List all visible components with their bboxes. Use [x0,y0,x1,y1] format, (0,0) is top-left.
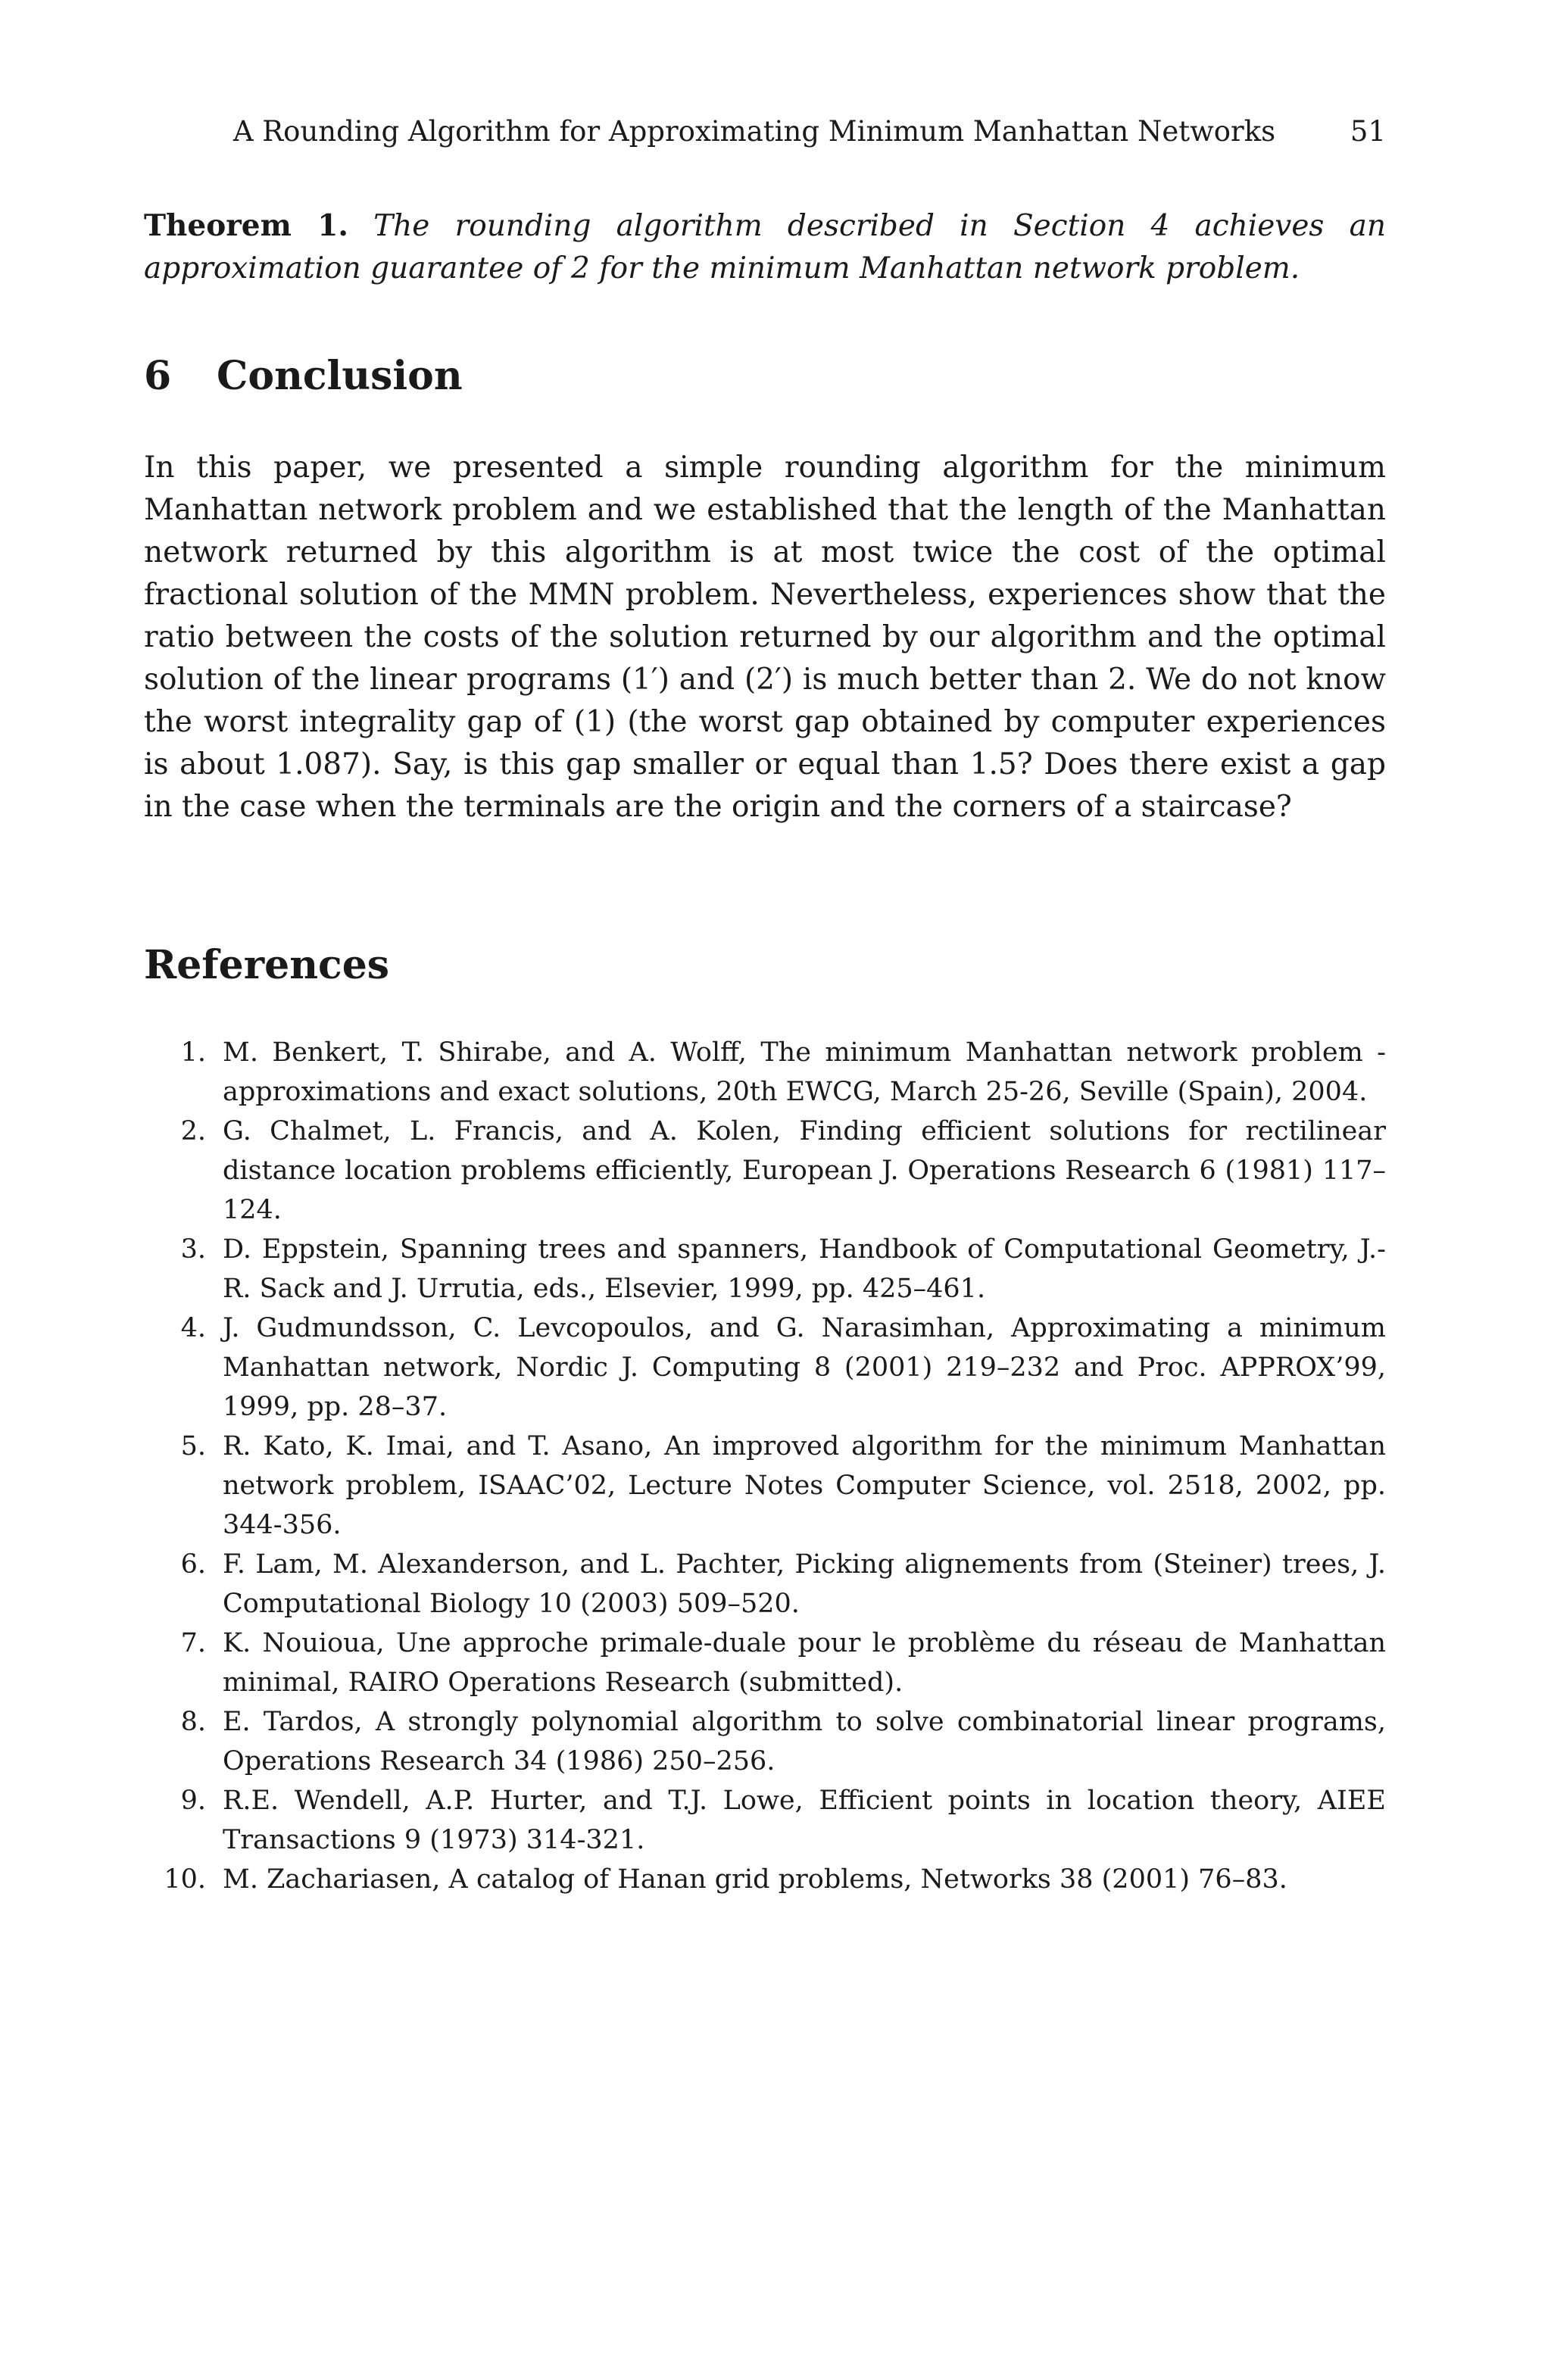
reference-number: 2. [180,1116,206,1146]
reference-item [144,1624,1386,1702]
reference-text: E. Tardos, A strongly polynomial algorithm to solve combinatorial linear programs, Operations Research 34 (1986) 250–256. [223,1707,1386,1776]
reference-text: D. Eppstein, Spanning trees and spanners, Handbook of Computational Geometry, J.-R. Sack and J. Urrutia, eds., Elsevier, 1999, pp. 425–461. [223,1234,1386,1304]
theorem-text: The rounding algorithm described in Section 4 achieves an approximation guarantee of 2 for the minimum Manhattan network problem. [144,209,1387,285]
reference-number: 8. [180,1707,206,1737]
reference-item [144,1112,1386,1230]
conclusion-heading [144,353,463,399]
reference-number: 9. [180,1786,206,1816]
references-list [144,1033,1386,1899]
conclusion-paragraph: In this paper, we presented a simple rounding algorithm for the minimum Manhattan network problem and we established that the length of the Manhattan network returned by this algorithm is at most twice the cost of the optimal fractional solution of the MMN problem. Nevertheless, experiences show that the ratio between the costs of the solution returned by our algorithm and the optimal solution of the linear programs (1′) and (2′) is much better than 2. We do not know the worst integrality gap of (1) (the worst gap obtained by computer experiences is about 1.087). Say, is this gap smaller or equal than 1.5? Does there exist a gap in the case when the terminals are the origin and the corners of a staircase? [144,451,1386,824]
reference-item [144,1702,1386,1781]
reference-text: R. Kato, K. Imai, and T. Asano, An improved algorithm for the minimum Manhattan network problem, ISAAC’02, Lecture Notes Computer Science, vol. 2518, 2002, pp. 344-356. [223,1431,1386,1540]
section-title: Conclusion [217,353,463,399]
theorem-label: Theorem 1. [144,208,348,243]
reference-item [144,1781,1386,1860]
page-number: 51 [1350,115,1386,148]
reference-item [144,1427,1386,1545]
reference-text: K. Nouioua, Une approche primale-duale pour le problème du réseau de Manhattan minimal, RAIRO Operations Research (submitted). [223,1628,1386,1698]
reference-number: 1. [180,1037,206,1068]
reference-number: 6. [180,1549,206,1580]
reference-text: M. Zachariasen, A catalog of Hanan grid problems, Networks 38 (2001) 76–83. [223,1864,1287,1895]
running-header [183,115,1386,148]
reference-text: J. Gudmundsson, C. Levcopoulos, and G. Narasimhan, Approximating a minimum Manhattan network, Nordic J. Computing 8 (2001) 219–232 and Proc. APPROX’99, 1999, pp. 28–37. [223,1313,1386,1422]
reference-item [144,1860,1386,1899]
reference-text: R.E. Wendell, A.P. Hurter, and T.J. Lowe, Efficient points in location theory, AIEE Transactions 9 (1973) 314-321. [223,1786,1386,1855]
reference-number: 7. [180,1628,206,1658]
reference-text: G. Chalmet, L. Francis, and A. Kolen, Finding efficient solutions for rectilinear distance location problems efficiently, European J. Operations Research 6 (1981) 117–124. [223,1116,1386,1225]
reference-text: M. Benkert, T. Shirabe, and A. Wolff, The minimum Manhattan network problem - approximations and exact solutions, 20th EWCG, March 25-26, Seville (Spain), 2004. [223,1037,1386,1107]
references-heading: References [144,942,390,988]
reference-number: 10. [164,1864,206,1895]
reference-item [144,1309,1386,1427]
section-number: 6 [144,353,172,399]
reference-text: F. Lam, M. Alexanderson, and L. Pachter, Picking alignements from (Steiner) trees, J. Computational Biology 10 (2003) 509–520. [223,1549,1386,1619]
reference-number: 5. [180,1431,206,1461]
reference-item [144,1033,1386,1112]
reference-number: 3. [180,1234,206,1265]
theorem-1 [144,204,1386,290]
reference-number: 4. [180,1313,206,1343]
running-title: A Rounding Algorithm for Approximating Minimum Manhattan Networks [232,115,1276,148]
reference-item [144,1230,1386,1309]
reference-item [144,1545,1386,1624]
